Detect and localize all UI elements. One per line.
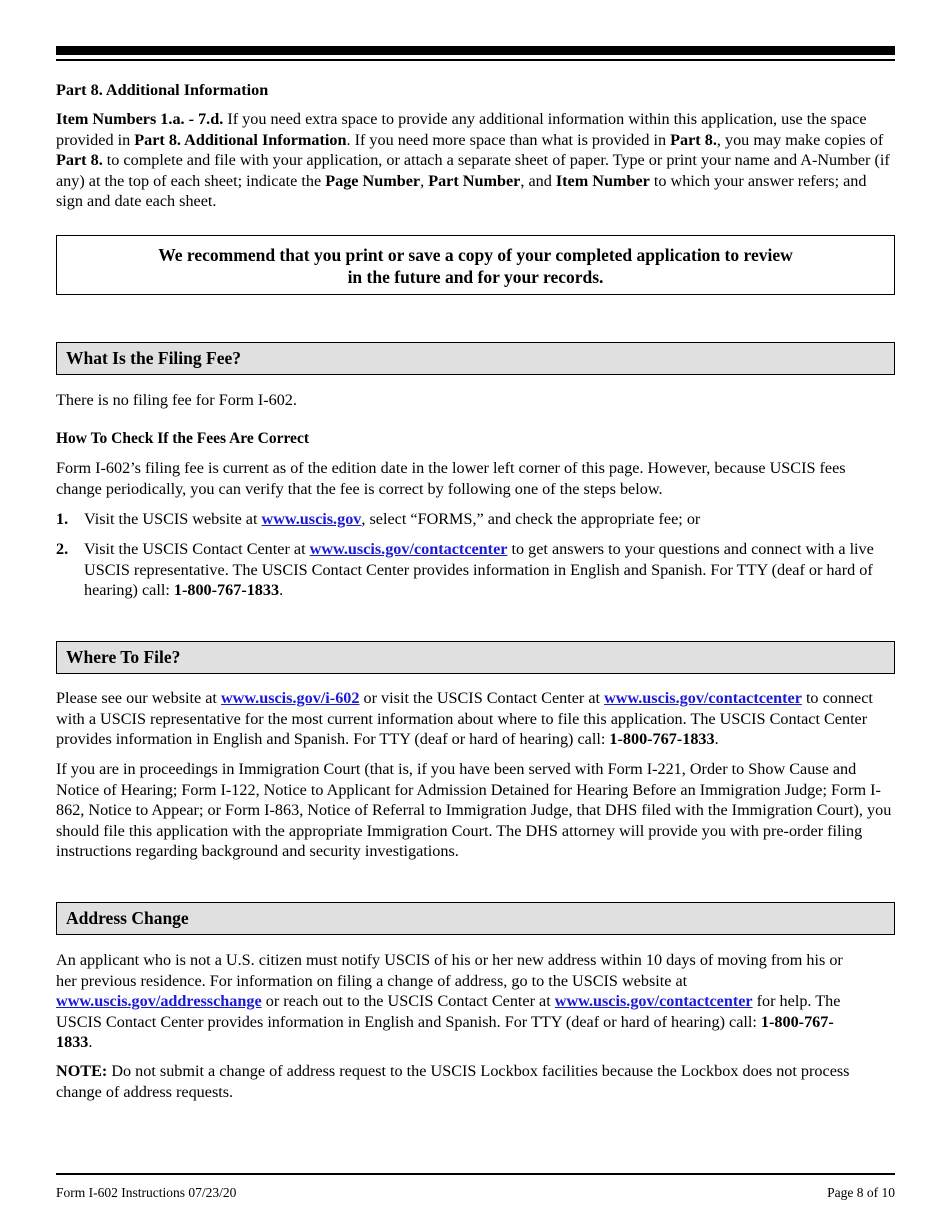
contact-center-link[interactable]: www.uscis.gov/contactcenter (604, 689, 802, 707)
tty-phone: 1-800-767-1833 (56, 1012, 834, 1051)
item-numbers-label: Item Numbers 1.a. - 7.d. (56, 110, 224, 128)
footer-rule (56, 1173, 895, 1175)
tty-phone: 1-800-767-1833 (173, 581, 280, 599)
recommend-box (56, 235, 895, 295)
fee-check-subheading: How To Check If the Fees Are Correct (56, 430, 309, 447)
address-change-link[interactable]: www.uscis.gov/addresschange (56, 992, 262, 1010)
i602-page-link[interactable]: www.uscis.gov/i-602 (220, 689, 360, 707)
part8-paragraph: Item Numbers 1.a. - 7.d. If you need extra space to provide any additional information within this application, use the space provided in Part 8. Additional Information. If you need more space than what is provided in Part 8., you may make copies of Part 8. to complete and file with your application, or attach a separate sheet of paper. Type or print your name and A-Number (if any) at the top of each sheet; indicate the Page Number, Part Number, and Item Number to which your answer refers; and sign and date each sheet. (56, 110, 890, 210)
list-number: 2. (56, 540, 69, 558)
section-heading-address-change: Address Change (56, 902, 895, 935)
list-item-step-2: 2. Visit the USCIS Contact Center at www.uscis.gov/contactcenter to get answers to your questions and connect with a live USCIS representative. The USCIS Contact Center provides information in English and Spanish. For TTY (deaf or hard of hearing) call: 1-800-767-1833. (56, 540, 874, 599)
footer-form-edition: Form I-602 Instructions 07/23/20 (56, 1185, 237, 1200)
top-rule-thick (56, 46, 895, 55)
fee-intro-paragraph: Form I-602’s filing fee is current as of the edition date in the lower left corner of this page. However, because USCIS fees change periodically, you can verify that the fee is correct by following one of the steps below. (56, 459, 846, 498)
top-rule-thin (56, 59, 895, 61)
part8-title: Part 8. Additional Information (56, 81, 269, 99)
list-item-step-1: 1. Visit the USCIS website at www.uscis.gov, select “FORMS,” and check the appropriate fee; or (56, 510, 701, 528)
where-to-file-paragraph-1: Please see our website at www.uscis.gov/i-602 or visit the USCIS Contact Center at www.uscis.gov/contactcenter to connect with a USCIS representative for the most current information about where to file this application. The USCIS Contact Center provides information in English and Spanish. For TTY (deaf or hard of hearing) call: 1-800-767-1833. (56, 689, 873, 748)
uscis-website-link[interactable]: www.uscis.gov (261, 510, 362, 528)
section-heading-filing-fee: What Is the Filing Fee? (56, 342, 895, 375)
contact-center-link[interactable]: www.uscis.gov/contactcenter (309, 540, 508, 558)
address-change-note: NOTE: Do not submit a change of address request to the USCIS Lockbox facilities because the Lockbox does not process change of address requests. (56, 1062, 850, 1101)
address-change-paragraph: An applicant who is not a U.S. citizen must notify USCIS of his or her new address within 10 days of moving from his or her previous residence. For information on filing a change of address, go to the USCIS website at www.uscis.gov/addresschange or reach out to the USCIS Contact Center at www.uscis.gov/contactcenter for help. The USCIS Contact Center provides information in English and Spanish. For TTY (deaf or hard of hearing) call: 1-800-767-1833. (56, 951, 843, 1051)
section-heading-where-to-file: Where To File? (56, 641, 895, 674)
no-fee-text: There is no filing fee for Form I-602. (56, 391, 297, 409)
list-number: 1. (56, 510, 69, 528)
note-label: NOTE: (56, 1062, 108, 1080)
recommend-line-1: We recommend that you print or save a copy of your completed application to review (158, 245, 793, 265)
contact-center-link[interactable]: www.uscis.gov/contactcenter (554, 992, 753, 1010)
footer-page-number: Page 8 of 10 (827, 1185, 895, 1200)
where-to-file-paragraph-2: If you are in proceedings in Immigration Court (that is, if you have been served with Form I-221, Order to Show Cause and Notice of Hearing; Form I-122, Notice to Applicant for Admission Detained for Hearing Before an Immigration Judge; Form I-862, Notice to Appear; or Form I-863, Notice of Referral to Immigration Judge, that DHS filed with the Immigration Court), you should file this application with the appropriate Immigration Court. The DHS attorney will provide you with pre-order filing instructions regarding background and security investigations. (56, 760, 892, 860)
recommend-line-2: in the future and for your records. (347, 267, 604, 287)
tty-phone: 1-800-767-1833 (609, 730, 715, 748)
